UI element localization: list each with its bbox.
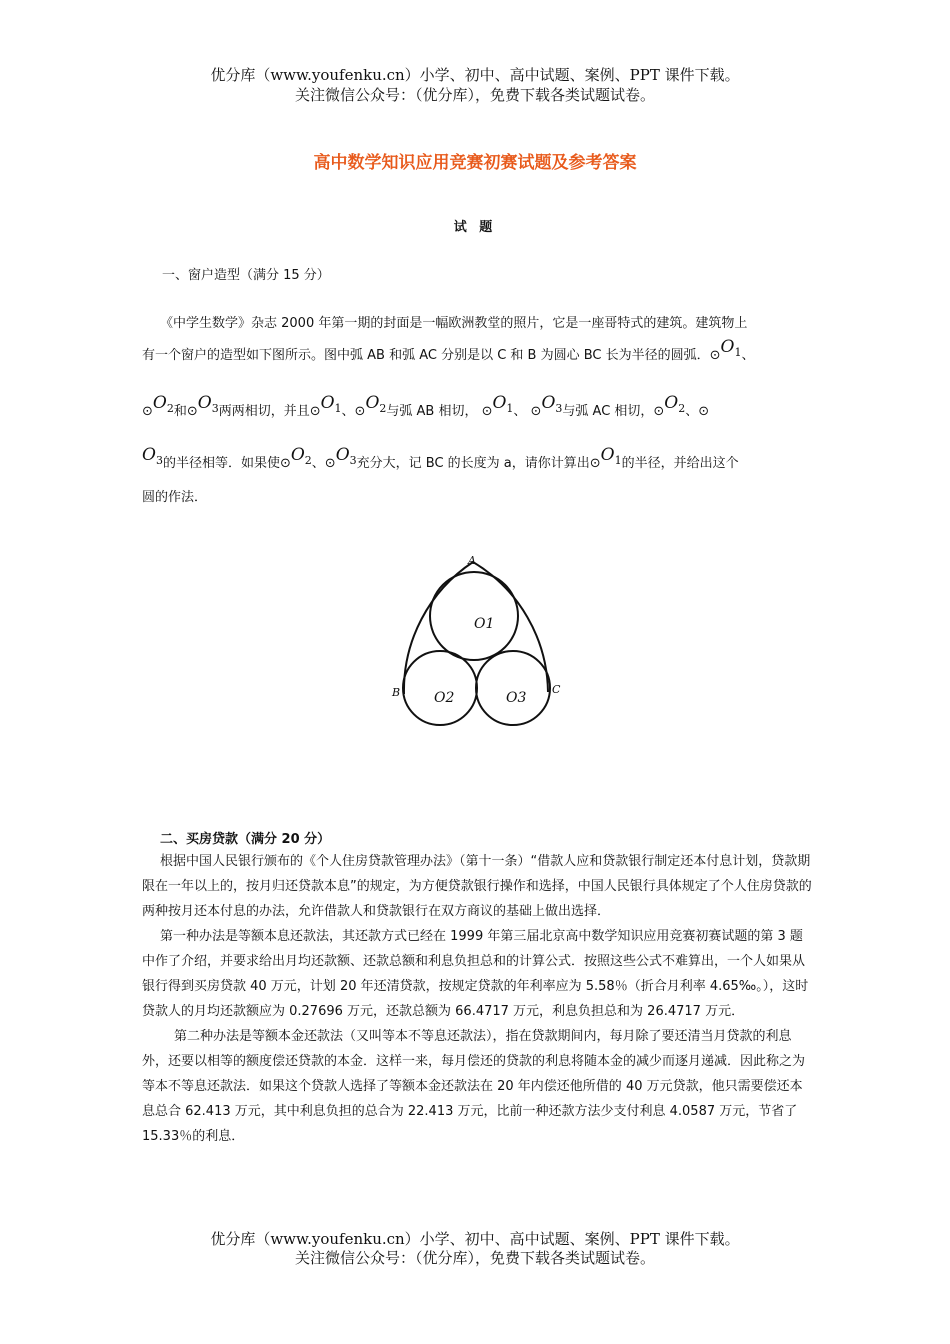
- window-figure: [388, 552, 568, 732]
- o1-symbol: $O_1$: [600, 445, 622, 467]
- header-line-1: 优分库（www.youfenku.cn）小学、初中、高中试题、案例、PPT 课件下载。: [210, 66, 740, 84]
- q1-line-3: [142, 393, 710, 420]
- q2-paragraph-1: 根据中国人民银行颁布的《个人住房贷款管理办法》（第十一条）“借款人应和贷款银行制定还本付息计划，贷款期限在一年以上的，按月归还贷款本息”的规定，为方便贷款银行操作和选择，中国人民银行具体规定了个人住房贷款的两种按月还本付息的办法，允许借款人和贷款银行在双方商议的基础上做出选择．: [142, 854, 812, 919]
- footer-line-1: 优分库（www.youfenku.cn）小学、初中、高中试题、案例、PPT 课件下载。: [210, 1230, 740, 1248]
- q1-text: 与弧 AB 相切， ⊙: [386, 404, 493, 419]
- o3-symbol: $O_3$: [541, 393, 563, 415]
- q1-text: 、⊙: [341, 404, 366, 419]
- q1-text: 的半径相等．如果使⊙: [162, 456, 291, 471]
- label-a: A: [468, 554, 476, 567]
- o3-symbol: $O_3$: [335, 445, 357, 467]
- q1-text: 、⊙: [685, 404, 710, 419]
- q2-body: [142, 849, 812, 1149]
- o3-symbol: $O_3$: [197, 393, 219, 415]
- footer-line-2: 关注微信公众号：（优分库），免费下载各类试题试卷。: [294, 1249, 655, 1267]
- q1-text: 的半径，并给出这个: [621, 456, 739, 471]
- q1-text: 两两相切，并且⊙: [218, 404, 321, 419]
- circle-o3: [476, 651, 550, 725]
- q1-text: 和⊙: [173, 404, 198, 419]
- label-b: B: [392, 686, 401, 699]
- q1-text: 与弧 AC 相切，⊙: [562, 404, 665, 419]
- o1-symbol: $O_1$: [320, 393, 342, 415]
- label-c: C: [552, 683, 561, 696]
- q1-text: 、⊙: [311, 456, 336, 471]
- o2-symbol: $O_2$: [290, 445, 312, 467]
- o1-symbol: $O_1$: [492, 393, 514, 415]
- q2-heading: 二、买房贷款（满分 20 分）: [160, 832, 331, 847]
- q1-line-4: [142, 445, 739, 472]
- q1-line-5: 圆的作法．: [142, 490, 208, 505]
- o2-symbol: $O_2$: [365, 393, 387, 415]
- header-line-2: 关注微信公众号：（优分库），免费下载各类试题试卷。: [294, 86, 655, 104]
- q2-paragraph-2: 第一种办法是等额本息还款法，其还款方式已经在 1999 年第三届北京高中数学知识应用竞赛初赛试题的第 3 题中作了介绍，并要求给出月均还款额、还款总额和利息负担总和的计算公式．按照这些公式不难算出，一个人如果从银行得到买房贷款 40 万元，计划 20 年还清贷款，按规定贷款的年利率应为 5.58％（折合月利率 4.65‰。），这时贷款人的月均还款额应为 0.27696 万元，还款总额为 66.4717 万元，利息负担总和为 26.4717 万元．: [142, 929, 809, 1019]
- q2-paragraph-3: 第二种办法是等额本金还款法（又叫等本不等息还款法），指在贷款期间内，每月除了要还清当月贷款的利息外，还要以相等的额度偿还贷款的本金．这样一来，每月偿还的贷款的利息将随本金的减少而逐月递减．因此称之为等本不等息还款法．如果这个贷款人选择了等额本金还款法在 20 年内偿还他所借的 40 万元贷款，他只需要偿还本息总合 62.413 万元，其中利息负担的总合为 22.413 万元，比前一种还款方法少支付利息 4.0587 万元，节省了 15.33％的利息．: [142, 1029, 806, 1144]
- q1-text: 充分大，记 BC 的长度为 a，请你计算出⊙: [356, 456, 601, 471]
- circle-o2: [403, 651, 477, 725]
- o1-symbol: $O_1$: [720, 337, 742, 359]
- o3-symbol: $O_3$: [142, 445, 163, 467]
- q1-line-2: [142, 337, 755, 364]
- section-subtitle: 试 题: [453, 220, 497, 235]
- label-o3: O3: [506, 690, 527, 706]
- q1-heading: 一、窗户造型（满分 15 分）: [162, 268, 330, 283]
- q1-text: 有一个窗户的造型如下图所示。图中弧 AB 和弧 AC 分别是以 C 和 B 为圆心 BC 长为半径的圆弧．⊙: [142, 348, 721, 363]
- q1-text: 、 ⊙: [513, 404, 542, 419]
- label-o1: O1: [474, 616, 495, 632]
- q1-text: ⊙: [142, 404, 153, 419]
- page-title: 高中数学知识应用竞赛初赛试题及参考答案: [313, 153, 637, 173]
- label-o2: O2: [434, 690, 455, 706]
- o2-symbol: $O_2$: [152, 393, 174, 415]
- o2-symbol: $O_2$: [664, 393, 686, 415]
- q1-text: 、: [741, 348, 755, 363]
- q1-line-1: 《中学生数学》杂志 2000 年第一期的封面是一幅欧洲教堂的照片，它是一座哥特式的建筑。建筑物上: [160, 316, 748, 331]
- arc-ab: [404, 562, 473, 694]
